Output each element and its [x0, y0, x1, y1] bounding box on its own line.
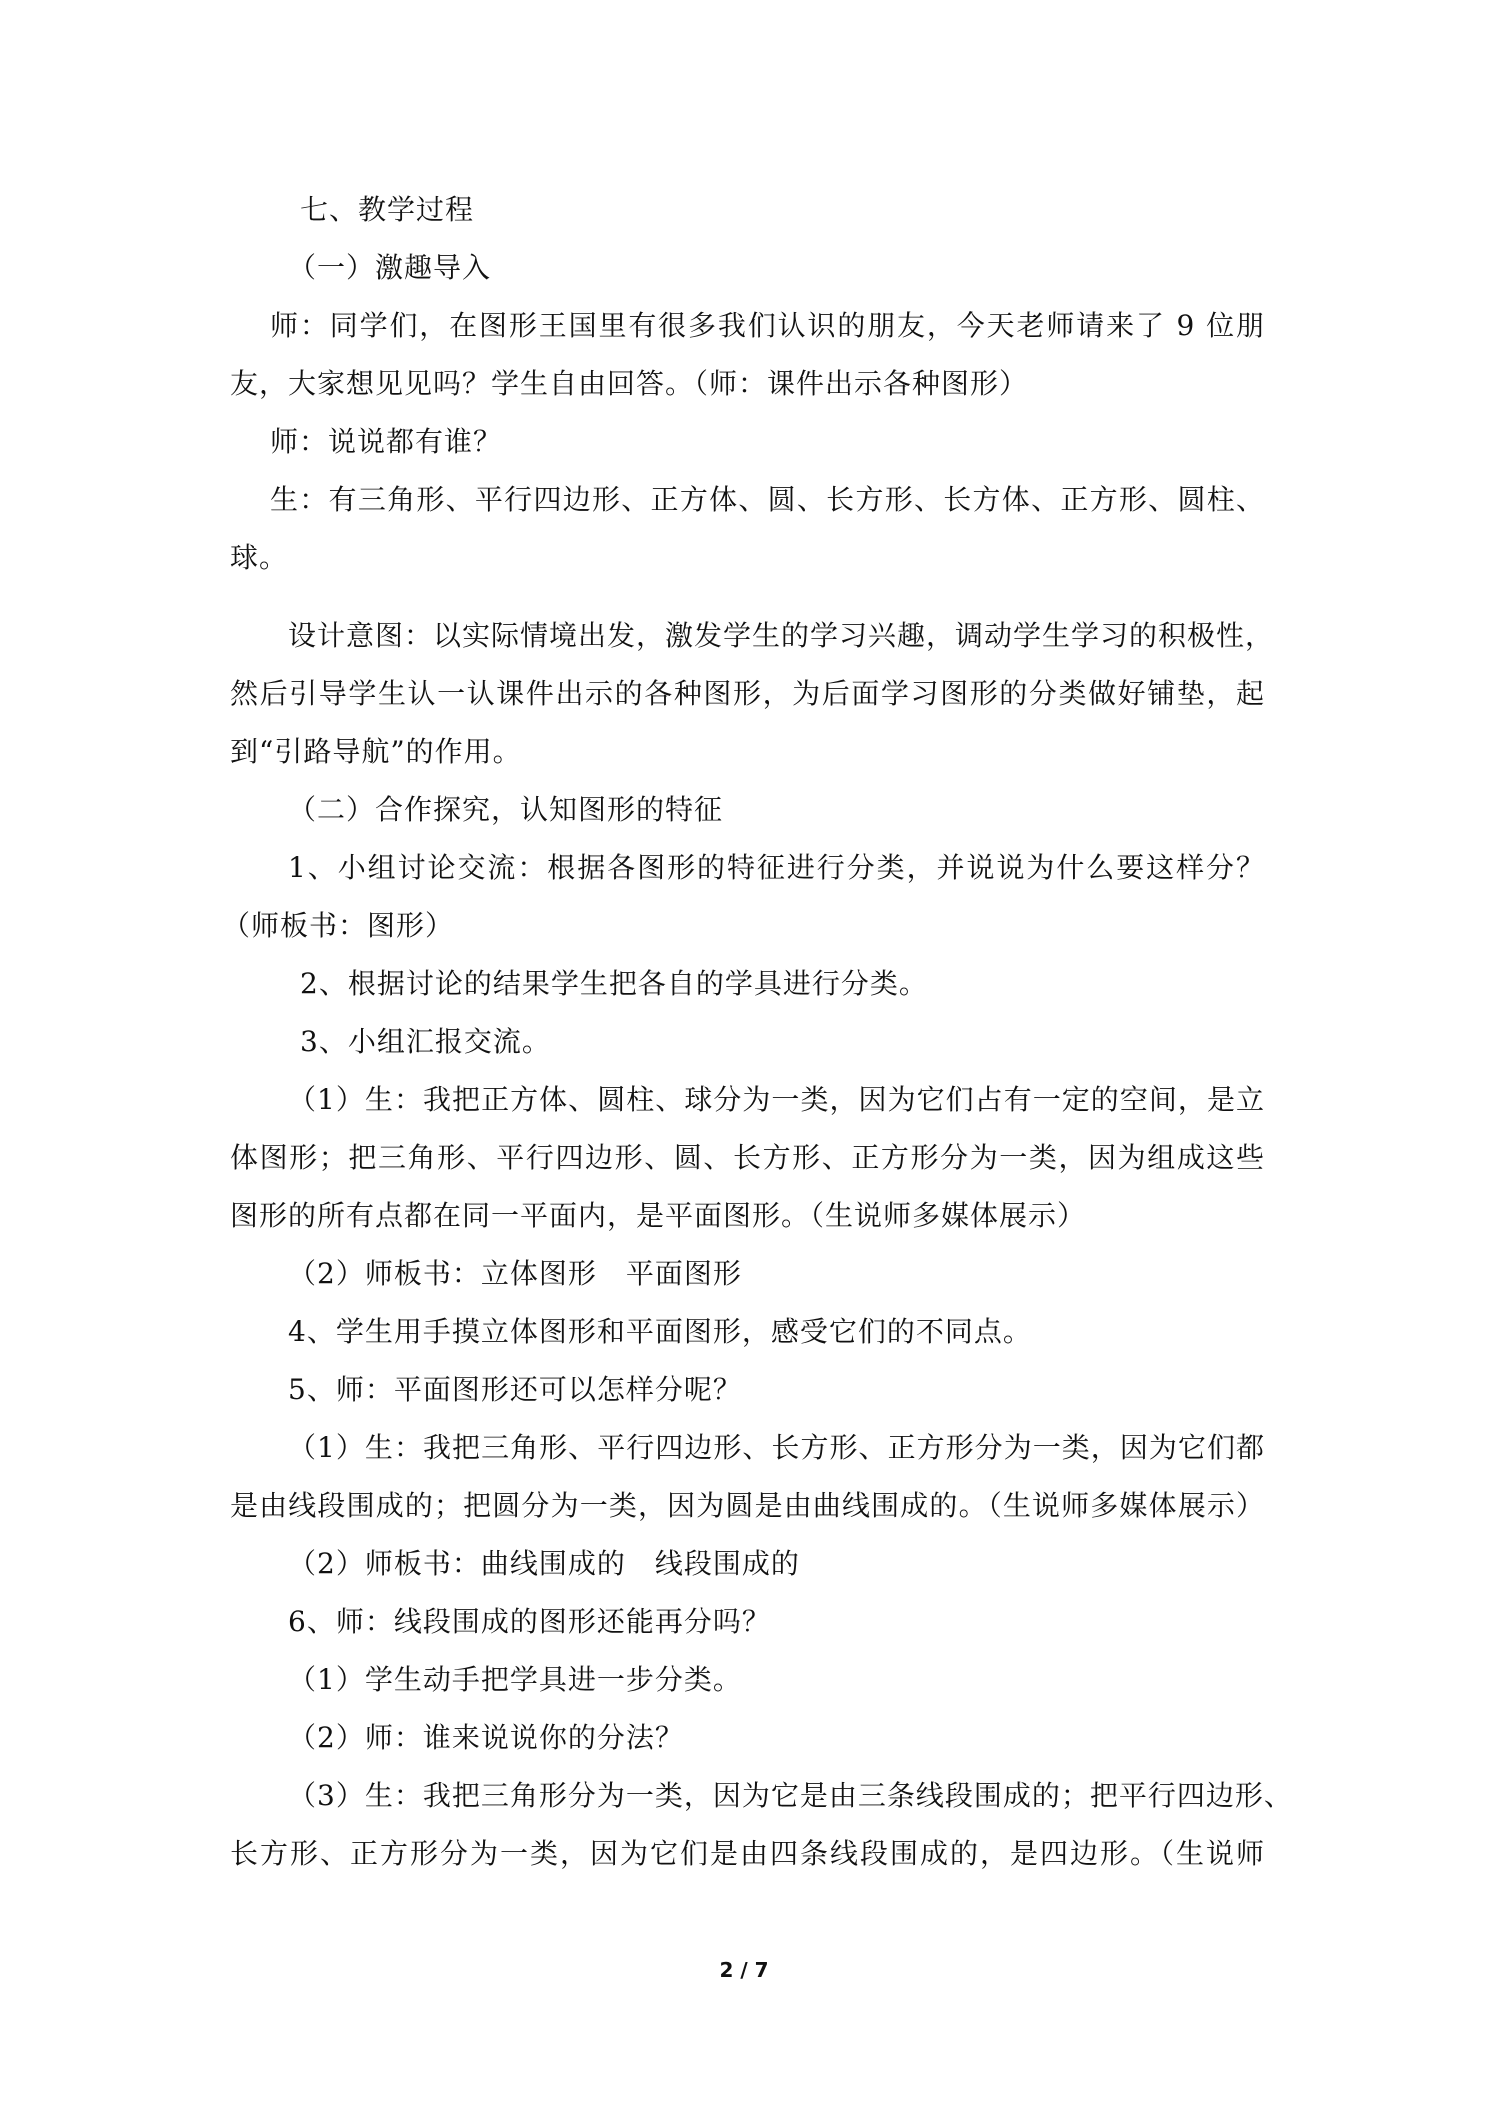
paragraph-line: （3）生：我把三角形分为一类，因为它是由三条线段围成的；把平行四边形、 — [288, 1779, 1293, 1812]
paragraph-line: 友，大家想见见吗？学生自由回答。（师：课件出示各种图形） — [230, 367, 1029, 400]
paragraph-line: （1）生：我把三角形、平行四边形、长方形、正方形分为一类，因为它们都 — [288, 1431, 1265, 1464]
paragraph-line: 然后引导学生认一认课件出示的各种图形，为后面学习图形的分类做好铺垫，起 — [230, 677, 1265, 710]
paragraph-line: 师：说说都有谁？ — [270, 425, 503, 458]
subsection-heading: （二）合作探究，认知图形的特征 — [288, 793, 724, 826]
paragraph-line: 球。 — [230, 541, 289, 574]
paragraph-line: 4、学生用手摸立体图形和平面图形，感受它们的不同点。 — [288, 1315, 1032, 1348]
paragraph-line: 体图形；把三角形、平行四边形、圆、长方形、正方形分为一类，因为组成这些 — [230, 1141, 1265, 1174]
paragraph-line: 1、小组讨论交流：根据各图形的特征进行分类，并说说为什么要这样分？ — [288, 851, 1265, 884]
paragraph-line: 3、小组汇报交流。 — [300, 1025, 551, 1058]
paragraph-line: （2）师：谁来说说你的分法？ — [288, 1721, 684, 1754]
paragraph-line: 5、师：平面图形还可以怎样分呢？ — [288, 1373, 742, 1406]
paragraph-line: （1）生：我把正方体、圆柱、球分为一类，因为它们占有一定的空间，是立 — [288, 1083, 1265, 1116]
section-heading: 七、教学过程 — [300, 193, 475, 226]
paragraph-line: 2、根据讨论的结果学生把各自的学具进行分类。 — [300, 967, 928, 1000]
paragraph-line: 长方形、正方形分为一类，因为它们是由四条线段围成的，是四边形。（生说师 — [230, 1837, 1265, 1870]
paragraph-line: 生：有三角形、平行四边形、正方体、圆、长方形、长方体、正方形、圆柱、 — [270, 483, 1265, 516]
paragraph-line: 设计意图：以实际情境出发，激发学生的学习兴趣，调动学生学习的积极性， — [288, 619, 1275, 652]
subsection-heading: （一）激趣导入 — [288, 251, 492, 284]
paragraph-line: 师：同学们，在图形王国里有很多我们认识的朋友，今天老师请来了 9 位朋 — [270, 309, 1265, 342]
paragraph-line: （1）学生动手把学具进一步分类。 — [288, 1663, 742, 1696]
paragraph-line: 6、师：线段围成的图形还能再分吗？ — [288, 1605, 771, 1638]
paragraph-line: （师板书：图形） — [222, 909, 455, 942]
paragraph-line: （2）师板书：立体图形 平面图形 — [288, 1257, 742, 1290]
page-number: 2 / 7 — [719, 1958, 769, 1982]
paragraph-line: （2）师板书：曲线围成的 线段围成的 — [288, 1547, 800, 1580]
paragraph-line: 到“引路导航”的作用。 — [230, 735, 522, 768]
paragraph-line: 是由线段围成的；把圆分为一类，因为圆是由曲线围成的。（生说师多媒体展示） — [230, 1489, 1265, 1522]
paragraph-line: 图形的所有点都在同一平面内，是平面图形。（生说师多媒体展示） — [230, 1199, 1087, 1232]
